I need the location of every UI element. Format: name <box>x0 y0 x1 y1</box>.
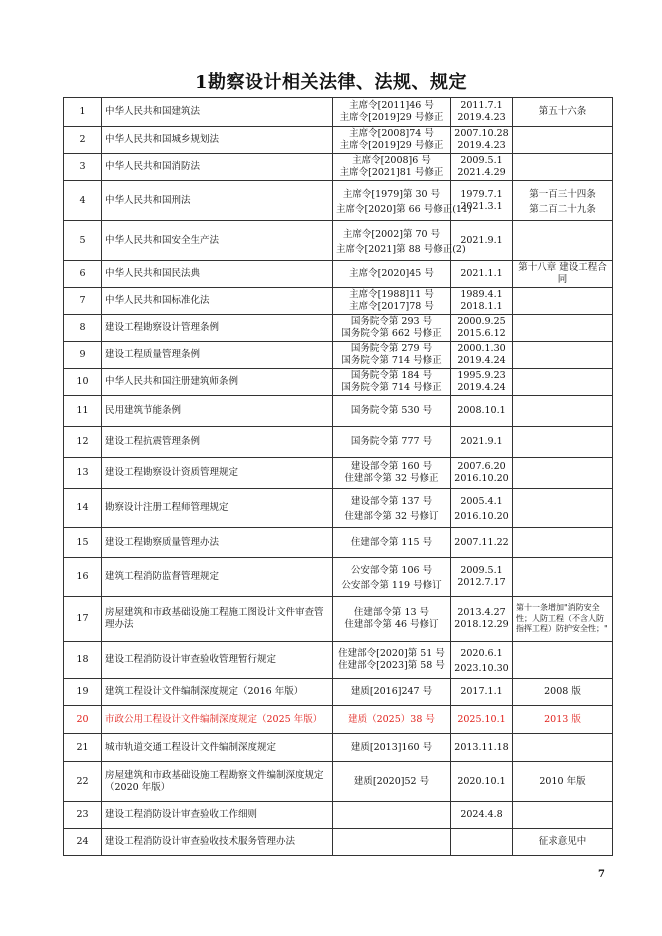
row-number: 6 <box>64 261 102 288</box>
table-row <box>64 829 613 856</box>
effective-date: 2007.10.28 2019.4.23 <box>451 127 513 154</box>
document-number: 建质[2016]247 号 <box>333 679 451 706</box>
effective-date: 2000.1.30 2019.4.24 <box>451 342 513 369</box>
row-number: 23 <box>64 802 102 829</box>
remark: 第十八章 建设工程合同 <box>513 261 613 288</box>
remark <box>513 288 613 315</box>
remark <box>513 369 613 396</box>
regulation-name: 中华人民共和国城乡规划法 <box>102 127 333 154</box>
effective-date: 2021.9.1 <box>451 427 513 458</box>
document-number: 住建部令[2020]第 51 号 住建部令[2023]第 58 号 <box>333 642 451 679</box>
regulation-name: 建设工程消防设计审查验收管理暂行规定 <box>102 642 333 679</box>
table-row <box>64 734 613 762</box>
remark <box>513 734 613 762</box>
table-row <box>64 221 613 261</box>
regulation-name: 中华人民共和国标准化法 <box>102 288 333 315</box>
remark <box>513 427 613 458</box>
effective-date: 2009.5.1 2012.7.17 <box>451 558 513 597</box>
page-title: 1勘察设计相关法律、法规、规定 <box>194 72 468 93</box>
remark: 征求意见中 <box>513 829 613 856</box>
remark: 第五十六条 <box>513 98 613 127</box>
table-row <box>64 369 613 396</box>
regulation-name: 勘察设计注册工程师管理规定 <box>102 489 333 528</box>
table-row <box>64 396 613 427</box>
remark <box>513 458 613 489</box>
document-number: 主席令[2011]46 号 主席令[2019]29 号修正 <box>333 98 451 127</box>
effective-date: 2005.4.1 2016.10.20 <box>451 489 513 528</box>
document-number: 公安部令第 106 号 公安部令第 119 号修订 <box>333 558 451 597</box>
document-number: 主席令[2008]6 号 主席令[2021]81 号修正 <box>333 154 451 181</box>
row-number: 1 <box>64 98 102 127</box>
effective-date: 2021.9.1 <box>451 221 513 261</box>
effective-date: 2009.5.1 2021.4.29 <box>451 154 513 181</box>
regulation-name: 民用建筑节能条例 <box>102 396 333 427</box>
row-number: 2 <box>64 127 102 154</box>
table-row <box>64 98 613 127</box>
effective-date: 1979.7.1 2021.3.1 <box>451 181 513 221</box>
document-number: 国务院令第 293 号 国务院令第 662 号修正 <box>333 315 451 342</box>
regulation-name: 建筑工程设计文件编制深度规定（2016 年版） <box>102 679 333 706</box>
document-number: 建设部令第 160 号 住建部令第 32 号修正 <box>333 458 451 489</box>
row-number: 22 <box>64 762 102 802</box>
effective-date: 2021.1.1 <box>451 261 513 288</box>
remark <box>513 558 613 597</box>
effective-date: 1995.9.23 2019.4.24 <box>451 369 513 396</box>
document-number: 国务院令第 184 号 国务院令第 714 号修正 <box>333 369 451 396</box>
document-number: 住建部令第 13 号 住建部令第 46 号修订 <box>333 597 451 642</box>
row-number: 16 <box>64 558 102 597</box>
document-number: 主席令[1988]11 号 主席令[2017]78 号 <box>333 288 451 315</box>
row-number: 13 <box>64 458 102 489</box>
regulation-name: 中华人民共和国安全生产法 <box>102 221 333 261</box>
effective-date: 2013.11.18 <box>451 734 513 762</box>
remark: 第一百三十四条 第二百二十九条 <box>513 181 613 221</box>
effective-date: 2017.1.1 <box>451 679 513 706</box>
regulation-name: 建设工程质量管理条例 <box>102 342 333 369</box>
remark: 2008 版 <box>513 679 613 706</box>
table-row <box>64 597 613 642</box>
row-number: 14 <box>64 489 102 528</box>
document-number: 国务院令第 530 号 <box>333 396 451 427</box>
row-number: 3 <box>64 154 102 181</box>
table-row <box>64 642 613 679</box>
table-row <box>64 558 613 597</box>
effective-date: 2025.10.1 <box>451 706 513 734</box>
remark <box>513 221 613 261</box>
regulation-name: 建设工程勘察设计管理条例 <box>102 315 333 342</box>
document-number: 主席令[2002]第 70 号 主席令[2021]第 88 号修正(2) <box>333 221 451 261</box>
row-number: 18 <box>64 642 102 679</box>
regulation-name: 中华人民共和国消防法 <box>102 154 333 181</box>
table-row <box>64 679 613 706</box>
regulation-name: 中华人民共和国建筑法 <box>102 98 333 127</box>
effective-date: 2000.9.25 2015.6.12 <box>451 315 513 342</box>
row-number: 11 <box>64 396 102 427</box>
document-number: 建质[2020]52 号 <box>333 762 451 802</box>
table-row <box>64 342 613 369</box>
effective-date: 1989.4.1 2018.1.1 <box>451 288 513 315</box>
remark <box>513 127 613 154</box>
row-number: 17 <box>64 597 102 642</box>
row-number: 24 <box>64 829 102 856</box>
document-number <box>333 802 451 829</box>
regulation-name: 中华人民共和国注册建筑师条例 <box>102 369 333 396</box>
table-row <box>64 288 613 315</box>
remark: 第十一条增加"消防安全性；人防工程（不含人防指挥工程）防护安全性；" <box>513 597 613 642</box>
document-number <box>333 829 451 856</box>
document-number: 主席令[2008]74 号 主席令[2019]29 号修正 <box>333 127 451 154</box>
regulation-name: 建设工程消防设计审查验收技术服务管理办法 <box>102 829 333 856</box>
effective-date: 2011.7.1 2019.4.23 <box>451 98 513 127</box>
table-row <box>64 154 613 181</box>
table-row <box>64 427 613 458</box>
regulation-name: 建设工程抗震管理条例 <box>102 427 333 458</box>
table-row <box>64 762 613 802</box>
effective-date: 2020.10.1 <box>451 762 513 802</box>
regulation-name: 建筑工程消防监督管理规定 <box>102 558 333 597</box>
regulation-name: 建设工程勘察质量管理办法 <box>102 528 333 558</box>
row-number: 8 <box>64 315 102 342</box>
effective-date <box>451 829 513 856</box>
row-number: 19 <box>64 679 102 706</box>
document-number: 建质（2025）38 号 <box>333 706 451 734</box>
table-row <box>64 127 613 154</box>
row-number: 21 <box>64 734 102 762</box>
table-row <box>64 261 613 288</box>
table-row <box>64 458 613 489</box>
remark <box>513 642 613 679</box>
remark: 2010 年版 <box>513 762 613 802</box>
remark <box>513 802 613 829</box>
document-number: 建质[2013]160 号 <box>333 734 451 762</box>
remark <box>513 396 613 427</box>
regulation-name: 房屋建筑和市政基础设施工程施工图设计文件审查管理办法 <box>102 597 333 642</box>
regulation-name: 城市轨道交通工程设计文件编制深度规定 <box>102 734 333 762</box>
effective-date: 2024.4.8 <box>451 802 513 829</box>
row-number: 4 <box>64 181 102 221</box>
row-number: 9 <box>64 342 102 369</box>
regulation-name: 市政公用工程设计文件编制深度规定（2025 年版） <box>102 706 333 734</box>
regulation-name: 中华人民共和国民法典 <box>102 261 333 288</box>
page-number: 7 <box>598 869 605 880</box>
document-number: 国务院令第 777 号 <box>333 427 451 458</box>
remark <box>513 528 613 558</box>
effective-date: 2007.6.20 2016.10.20 <box>451 458 513 489</box>
row-number: 5 <box>64 221 102 261</box>
row-number: 7 <box>64 288 102 315</box>
row-number: 10 <box>64 369 102 396</box>
remark: 2013 版 <box>513 706 613 734</box>
effective-date: 2008.10.1 <box>451 396 513 427</box>
effective-date: 2013.4.27 2018.12.29 <box>451 597 513 642</box>
remark <box>513 489 613 528</box>
table-row <box>64 528 613 558</box>
remark <box>513 342 613 369</box>
row-number: 20 <box>64 706 102 734</box>
regulation-name: 建设工程勘察设计资质管理规定 <box>102 458 333 489</box>
table-row <box>64 489 613 528</box>
remark <box>513 154 613 181</box>
table-row-highlighted <box>64 706 613 734</box>
effective-date: 2007.11.22 <box>451 528 513 558</box>
document-number: 建设部令第 137 号 住建部令第 32 号修订 <box>333 489 451 528</box>
row-number: 15 <box>64 528 102 558</box>
remark <box>513 315 613 342</box>
regulation-name: 中华人民共和国刑法 <box>102 181 333 221</box>
document-number: 住建部令第 115 号 <box>333 528 451 558</box>
table-row <box>64 802 613 829</box>
effective-date: 2020.6.1 2023.10.30 <box>451 642 513 679</box>
document-number: 主席令[1979]第 30 号 主席令[2020]第 66 号修正(11) <box>333 181 451 221</box>
table-row <box>64 315 613 342</box>
regulations-table <box>63 97 613 856</box>
table-row <box>64 181 613 221</box>
document-number: 国务院令第 279 号 国务院令第 714 号修正 <box>333 342 451 369</box>
document-number: 主席令[2020]45 号 <box>333 261 451 288</box>
regulation-name: 房屋建筑和市政基础设施工程勘察文件编制深度规定（2020 年版） <box>102 762 333 802</box>
regulation-name: 建设工程消防设计审查验收工作细则 <box>102 802 333 829</box>
row-number: 12 <box>64 427 102 458</box>
